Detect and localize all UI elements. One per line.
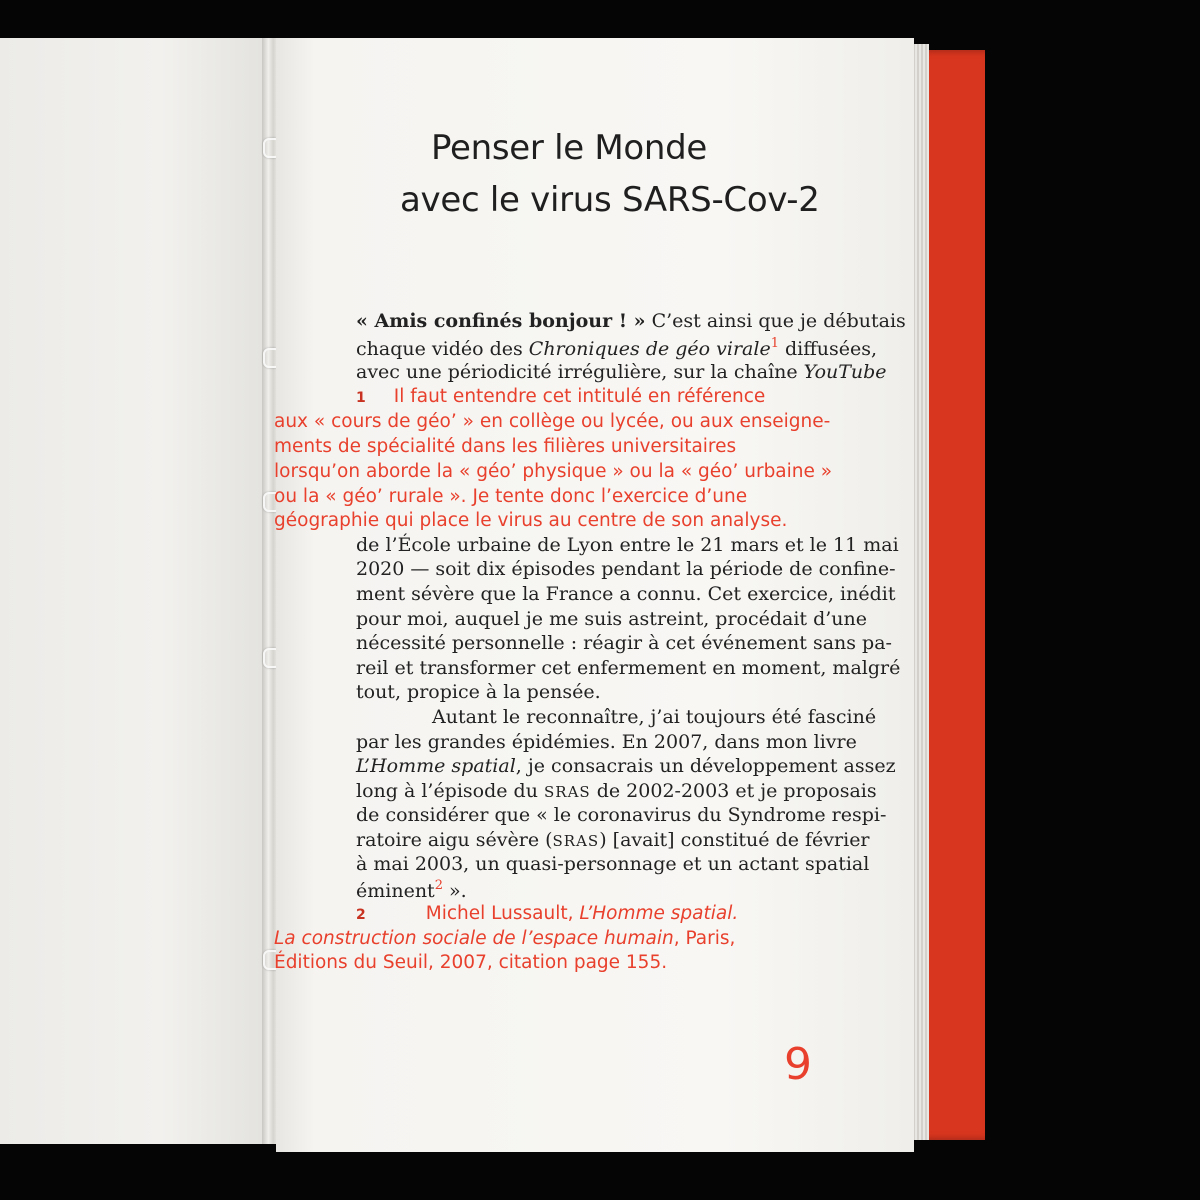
body-line: ment sévère que la France a connu. Cet exercice, inédit — [356, 583, 896, 605]
body-line: 2020 — soit dix épisodes pendant la période de confine- — [356, 558, 896, 580]
body-line: reil et transformer cet enfermement en moment, malgré — [356, 657, 901, 679]
body-text: C’est ainsi que je débutais — [645, 310, 906, 332]
left-page — [0, 38, 268, 1144]
footnote-line: ments de spécialité dans les filières universitaires — [274, 436, 737, 457]
body-line — [356, 829, 870, 851]
footnote-line: géographie qui place le virus au centre de son analyse. — [274, 510, 788, 531]
body-text: chaque vidéo des — [356, 338, 529, 360]
footnote-number: 1 — [356, 390, 366, 406]
italic-word: YouTube — [803, 361, 887, 383]
small-caps-text: SRAS — [552, 832, 600, 850]
body-line — [356, 780, 877, 802]
footnote-text: , Paris, — [673, 928, 736, 949]
footnote-line — [274, 928, 735, 949]
body-text: , je consacrais un développement assez — [515, 755, 896, 777]
body-line: de considérer que « le coronavirus du Syndrome respi- — [356, 804, 887, 826]
footnote-line — [356, 903, 738, 924]
body-line: nécessité personnelle : réagir à cet événement sans pa- — [356, 632, 892, 654]
body-text: ) [avait] constitué de février — [599, 829, 870, 851]
body-text: avec une périodicité irrégulière, sur la chaîne — [356, 361, 804, 383]
body-line — [356, 310, 906, 332]
body-text: de 2002-2003 et je proposais — [590, 780, 877, 802]
body-line: pour moi, auquel je me suis astreint, procédait d’une — [356, 608, 868, 630]
body-text: ». — [442, 880, 467, 902]
footnote-line: Éditions du Seuil, 2007, citation page 155. — [274, 952, 668, 973]
body-line: de l’École urbaine de Lyon entre le 21 mars et le 11 mai — [356, 534, 899, 556]
title-line-1: Penser le Monde — [431, 128, 708, 168]
small-caps-text: SRAS — [544, 783, 591, 801]
body-text: ratoire aigu sévère ( — [356, 829, 553, 851]
footnote-number: 2 — [356, 907, 366, 923]
right-page — [276, 38, 914, 1152]
body-line: par les grandes épidémies. En 2007, dans mon livre — [356, 731, 857, 753]
page-number: 9 — [784, 1039, 812, 1090]
title-line-2: avec le virus SARS-Cov-2 — [400, 180, 820, 220]
italic-title: L’Homme spatial — [356, 755, 516, 777]
body-line — [356, 878, 467, 902]
page-title — [400, 122, 891, 226]
footnote-line: lorsqu’on aborde la « géo’ physique » ou la « géo’ urbaine » — [274, 461, 833, 482]
body-text: éminent — [356, 880, 435, 902]
footnote-italic: L’Homme spatial. — [579, 903, 739, 924]
body-text: long à l’épisode du — [356, 780, 544, 802]
body-line — [356, 755, 896, 777]
body-text: diffusées, — [778, 338, 878, 360]
footnote-italic: La construction sociale de l’espace humain — [274, 928, 674, 949]
footnote-ref: 2 — [434, 878, 443, 893]
body-line — [356, 361, 887, 383]
body-line: tout, propice à la pensée. — [356, 681, 601, 703]
footnote-text: Michel Lussault, — [425, 903, 580, 924]
footnote-line: aux « cours de géo’ » en collège ou lycée, ou aux enseigne- — [274, 411, 831, 432]
bold-greeting: « Amis confinés bonjour ! » — [356, 310, 646, 332]
italic-title: Chroniques de géo virale — [528, 338, 771, 360]
body-line: à mai 2003, un quasi-personnage et un actant spatial — [356, 853, 870, 875]
body-line: Autant le reconnaître, j’ai toujours été fasciné — [432, 706, 877, 728]
footnote-ref: 1 — [770, 336, 779, 351]
body-line — [356, 336, 877, 360]
footnote-line: ou la « géo’ rurale ». Je tente donc l’exercice d’une — [274, 486, 748, 507]
footnote-line — [356, 386, 765, 407]
footnote-text: Il faut entendre cet intitulé en référence — [393, 386, 766, 407]
